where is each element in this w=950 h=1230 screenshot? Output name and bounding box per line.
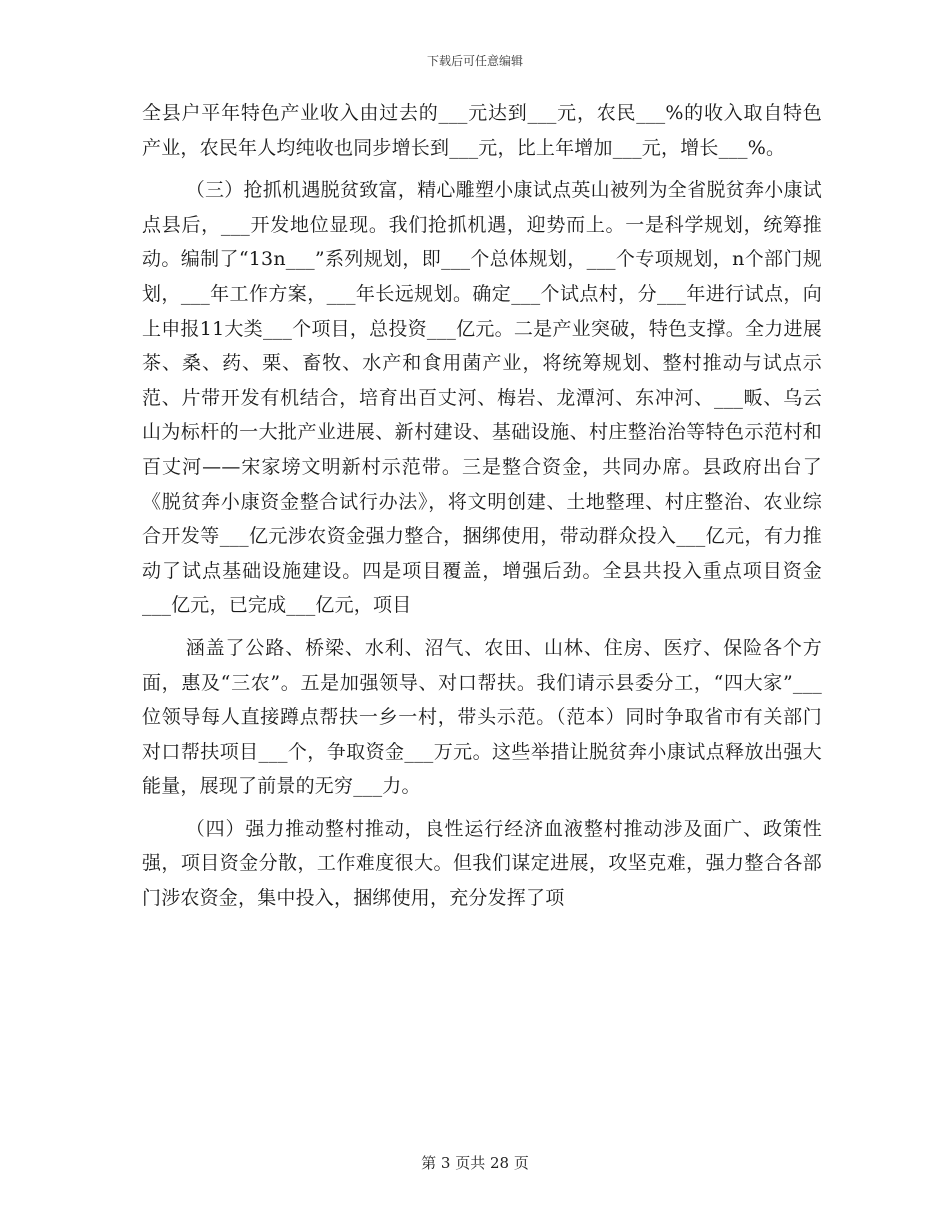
paragraph-1: 全县户平年特色产业收入由过去的___元达到___元，农民___%的收入取自特色产业，农民年人均纯收也同步增长到___元，比上年增加___元，增长___%。 — [142, 102, 822, 159]
page-footer: 第 3 页共 28 页 — [421, 1154, 529, 1172]
paragraph-3: 涵盖了公路、桥梁、水利、沼气、农田、山林、住房、医疗、保险各个方面，惠及“三农”。五是加强领导、对口帮扶。我们请示县委分工，“四大家”___位领导每人直接蹲点帮扶一乡一村，带头示范。（范本）同时争取省市有关部门对口帮扶项目___个，争取资金___万元。这些举措让脱贫奔小康试点释放出强大能量，展现了前景的无穷___力。 — [142, 636, 822, 798]
paragraph-4: （四）强力推动整村推动，良性运行经济血液整村推动涉及面广、政策性强，项目资金分散，工作难度很大。但我们谋定进展，攻坚克难，强力整合各部门涉农资金，集中投入，捆绑使用，充分发挥了项 — [142, 817, 822, 910]
paragraph-2: （三）抢抓机遇脱贫致富，精心雕塑小康试点英山被列为全省脱贫奔小康试点县后，___开发地位显现。我们抢抓机遇，迎势而上。一是科学规划，统筹推动。编制了“13n___”系列规划，即___个总体规划，___个专项规划，n个部门规划，___年工作方案，___年长远规划。确定___个试点村，分___年进行试点，向上申报11大类___个项目，总投资___亿元。二是产业突破，特色支撑。全力进展茶、桑、药、栗、畜牧、水产和食用菌产业，将统筹规划、整村推动与试点示范、片带开发有机结合，培育出百丈河、梅岩、龙潭河、东冲河、___畈、乌云山为标杆的一大批产业进展、新村建设、基础设施、村庄整治治等特色示范村和百丈河——宋家塝文明新村示范带。三是整合资金，共同办席。县政府出台了《脱贫奔小康资金整合试行办法》，将文明创建、土地整理、村庄整治、农业综合开发等___亿元涉农资金强力整合，捆绑使用，带动群众投入___亿元，有力推动了试点基础设施建设。四是项目覆盖，增强后劲。全县共投入重点项目资金___亿元，已完成___亿元，项目 — [142, 179, 822, 617]
page-header: 下载后可任意编辑 — [426, 54, 523, 68]
document-body — [142, 96, 822, 924]
